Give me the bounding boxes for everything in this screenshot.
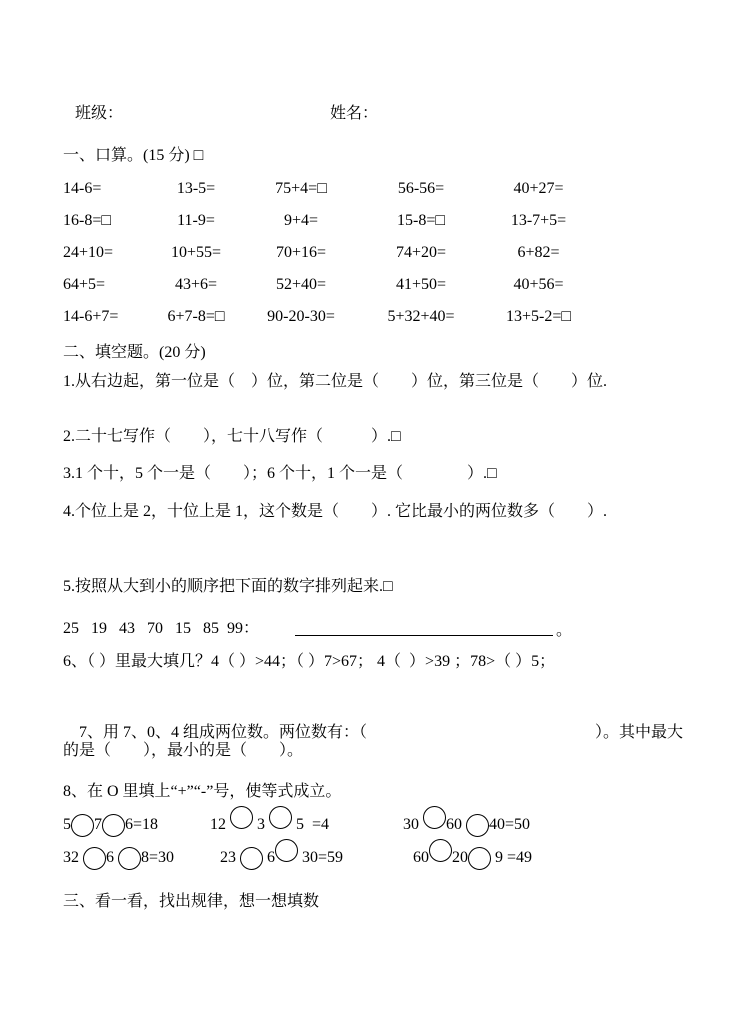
equation-1 — [63, 812, 158, 838]
calc-problem: 40+56= — [513, 276, 564, 293]
calc-problem: 6+7-8=□ — [167, 308, 225, 325]
operator-circle — [230, 806, 253, 829]
equation-term: 30=59 — [298, 849, 344, 866]
operator-circle — [118, 847, 141, 870]
calc-problem: 43+6= — [174, 276, 218, 293]
equation-term: 23 — [220, 849, 240, 866]
calc-problem: 75+4=□ — [275, 180, 327, 197]
section1-title: 一、口算。(15 分) □ — [63, 147, 204, 164]
fill-item-2: 2.二十七写作（ ），七十八写作（ ）.□ — [63, 428, 401, 445]
calc-problem: 14-6= — [63, 180, 102, 197]
calc-problem: 52+40= — [275, 276, 327, 293]
calc-problem: 14-6+7= — [63, 308, 119, 325]
equation-term: 40=50 — [489, 816, 531, 833]
sequence-period: 。 — [556, 622, 573, 639]
calc-problem: 13-7+5= — [510, 212, 567, 229]
equation-term: 9 =49 — [491, 849, 533, 866]
operator-circle — [468, 847, 491, 870]
operator-circle — [423, 806, 446, 829]
equation-term: 3 — [253, 816, 269, 833]
name-label: 姓名： — [330, 105, 379, 122]
equation-term: 12 — [210, 816, 230, 833]
operator-circle — [102, 814, 125, 837]
section3-title: 三、看一看，找出规律，想一想填数 — [63, 893, 320, 910]
fill-item-7-line2: 的是（ ），最小的是（ ）。 — [63, 742, 304, 759]
class-label: 班级： — [75, 105, 124, 122]
equation-term: 6 — [263, 849, 275, 866]
oral-calc-grid — [63, 173, 591, 333]
equation-term: 6=18 — [125, 816, 159, 833]
section2-title: 二、填空题。(20 分) — [63, 344, 206, 361]
calc-problem: 16-8=□ — [63, 212, 112, 229]
sequence-numbers: 25 19 43 70 15 85 99： — [63, 620, 260, 637]
operator-circle — [269, 806, 292, 829]
calc-problem: 10+55= — [170, 244, 222, 261]
operator-circle — [275, 839, 298, 862]
operator-circle — [240, 847, 263, 870]
equation-4 — [63, 845, 174, 871]
equation-term: 5 — [63, 816, 71, 833]
operator-circle — [83, 847, 106, 870]
equation-2 — [210, 812, 329, 838]
operator-circle — [429, 839, 452, 862]
equation-5 — [220, 845, 343, 871]
equation-term: 20 — [452, 849, 468, 866]
calc-problem: 40+27= — [513, 180, 564, 197]
fill-item-5: 5.按照从大到小的顺序把下面的数字排列起来.□ — [63, 578, 393, 595]
calc-problem: 90-20-30= — [267, 308, 335, 325]
equation-term: 60 — [413, 849, 429, 866]
calc-problem: 70+16= — [275, 244, 327, 261]
calc-problem: 13+5-2=□ — [505, 308, 572, 325]
equation-term: 60 — [446, 816, 466, 833]
item7-suffix: ）。其中最大 — [595, 724, 684, 741]
calc-problem: 56-56= — [397, 180, 445, 197]
calc-problem: 9+4= — [283, 212, 319, 229]
fill-item-8: 8、在 O 里填上“+”“-”号，使等式成立。 — [63, 783, 342, 800]
item7-blank — [367, 736, 595, 737]
answer-line — [295, 619, 553, 636]
equation-term: 7 — [94, 816, 102, 833]
equation-term: 8=30 — [141, 849, 175, 866]
item7-prefix: 7、用 7、0、4 组成两位数。两位数有：（ — [79, 724, 368, 741]
calc-problem: 24+10= — [63, 244, 114, 261]
calc-problem: 64+5= — [63, 276, 106, 293]
equation-term: 32 — [63, 849, 83, 866]
calc-problem: 11-9= — [177, 212, 215, 229]
equation-6 — [413, 845, 532, 871]
operator-circle — [466, 814, 489, 837]
fill-item-1: 1.从右边起，第一位是（ ）位，第二位是（ ）位，第三位是（ ）位. — [63, 373, 608, 390]
calc-problem: 5+32+40= — [387, 308, 455, 325]
operator-circle — [71, 814, 94, 837]
fill-item-3: 3.1 个十，5 个一是（ ）；6 个十，1 个一是（ ）.□ — [63, 465, 497, 482]
fill-item-4: 4.个位上是 2，十位上是 1，这个数是（ ）. 它比最小的两位数多（ ）. — [63, 503, 608, 520]
fill-item-6: 6、（ ）里最大填几？4（ ）>44；（ ）7>67； 4（ ）>39 ；78>（ ）5； — [63, 653, 556, 670]
calc-problem: 74+20= — [395, 244, 447, 261]
equation-term: 30 — [403, 816, 423, 833]
equation-term: 6 — [106, 849, 118, 866]
calc-problem: 6+82= — [517, 244, 560, 261]
equation-term: 5 =4 — [292, 816, 330, 833]
equation-3 — [403, 812, 530, 838]
calc-problem: 13-5= — [176, 180, 216, 197]
calc-problem: 15-8=□ — [396, 212, 445, 229]
calc-problem: 41+50= — [395, 276, 447, 293]
